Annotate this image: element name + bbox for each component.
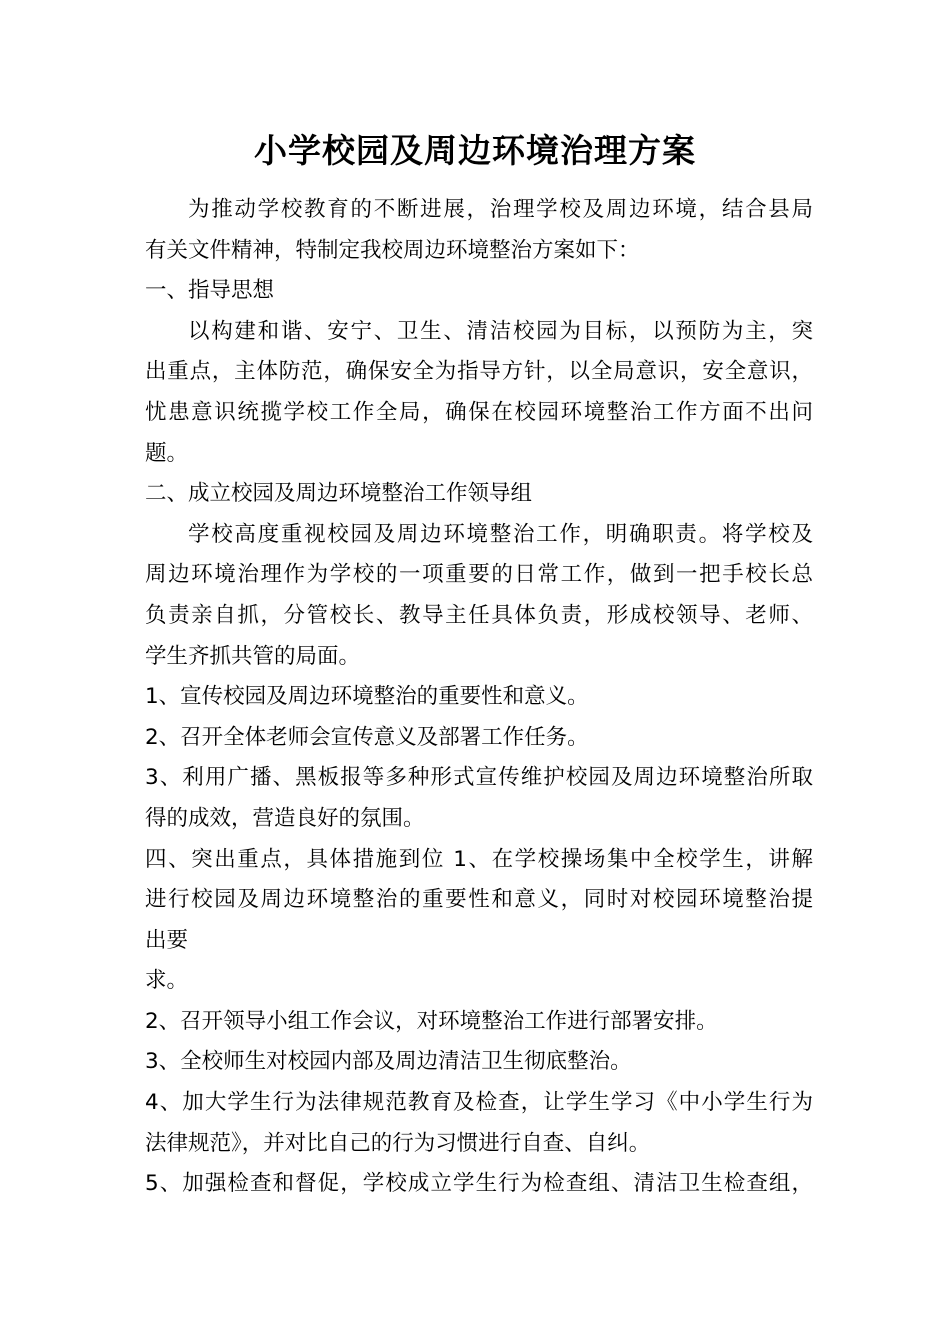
body-line: 法律规范》，并对比自己的行为习惯进行自查、自纠。 xyxy=(145,1130,651,1156)
body-line: 一、指导思想 xyxy=(145,278,275,304)
body-line: 学生齐抓共管的局面。 xyxy=(145,643,361,669)
body-line: 忧患意识统揽学校工作全局，确保在校园环境整治工作方面不出问 xyxy=(145,399,813,425)
body-line: 进行校园及周边环境整治的重要性和意义，同时对校园环境整治提 xyxy=(145,887,813,913)
body-line: 1、宣传校园及周边环境整治的重要性和意义。 xyxy=(145,684,589,710)
body-line: 二、成立校园及周边环境整治工作领导组 xyxy=(145,481,533,507)
document-title: 小学校园及周边环境治理方案 xyxy=(254,131,696,170)
body-line: 2、召开全体老师会宣传意义及部署工作任务。 xyxy=(145,724,589,750)
body-line: 学校高度重视校园及周边环境整治工作，明确职责。将学校及 xyxy=(188,521,813,547)
body-line: 3、利用广播、黑板报等多种形式宣传维护校园及周边环境整治所取 xyxy=(145,765,813,791)
body-line: 3、全校师生对校园内部及周边清洁卫生彻底整治。 xyxy=(145,1049,632,1075)
body-line: 求。 xyxy=(145,968,189,994)
body-line: 题。 xyxy=(145,440,189,466)
body-line: 出要 xyxy=(145,927,189,953)
body-line: 为推动学校教育的不断进展，治理学校及周边环境，结合县局 xyxy=(188,197,813,222)
body-line: 周边环境治理作为学校的一项重要的日常工作，做到一把手校长总 xyxy=(145,562,813,588)
body-line: 5、加强检查和督促，学校成立学生行为检查组、清洁卫生检查组， xyxy=(145,1171,813,1197)
body-line: 四、突出重点，具体措施到位 1、在学校操场集中全校学生，讲解 xyxy=(145,846,813,872)
body-line: 出重点，主体防范，确保安全为指导方针，以全局意识，安全意识， xyxy=(145,359,813,385)
body-line: 2、召开领导小组工作会议，对环境整治工作进行部署安排。 xyxy=(145,1008,718,1034)
body-line: 有关文件精神，特制定我校周边环境整治方案如下： xyxy=(145,237,640,263)
body-line: 4、加大学生行为法律规范教育及检查，让学生学习《中小学生行为 xyxy=(145,1090,813,1116)
body-line: 得的成效，营造良好的氛围。 xyxy=(145,805,425,831)
document-body xyxy=(145,190,813,1205)
body-line: 以构建和谐、安宁、卫生、清洁校园为目标，以预防为主，突 xyxy=(188,318,813,344)
body-line: 负责亲自抓，分管校长、教导主任具体负责，形成校领导、老师、 xyxy=(145,602,813,628)
